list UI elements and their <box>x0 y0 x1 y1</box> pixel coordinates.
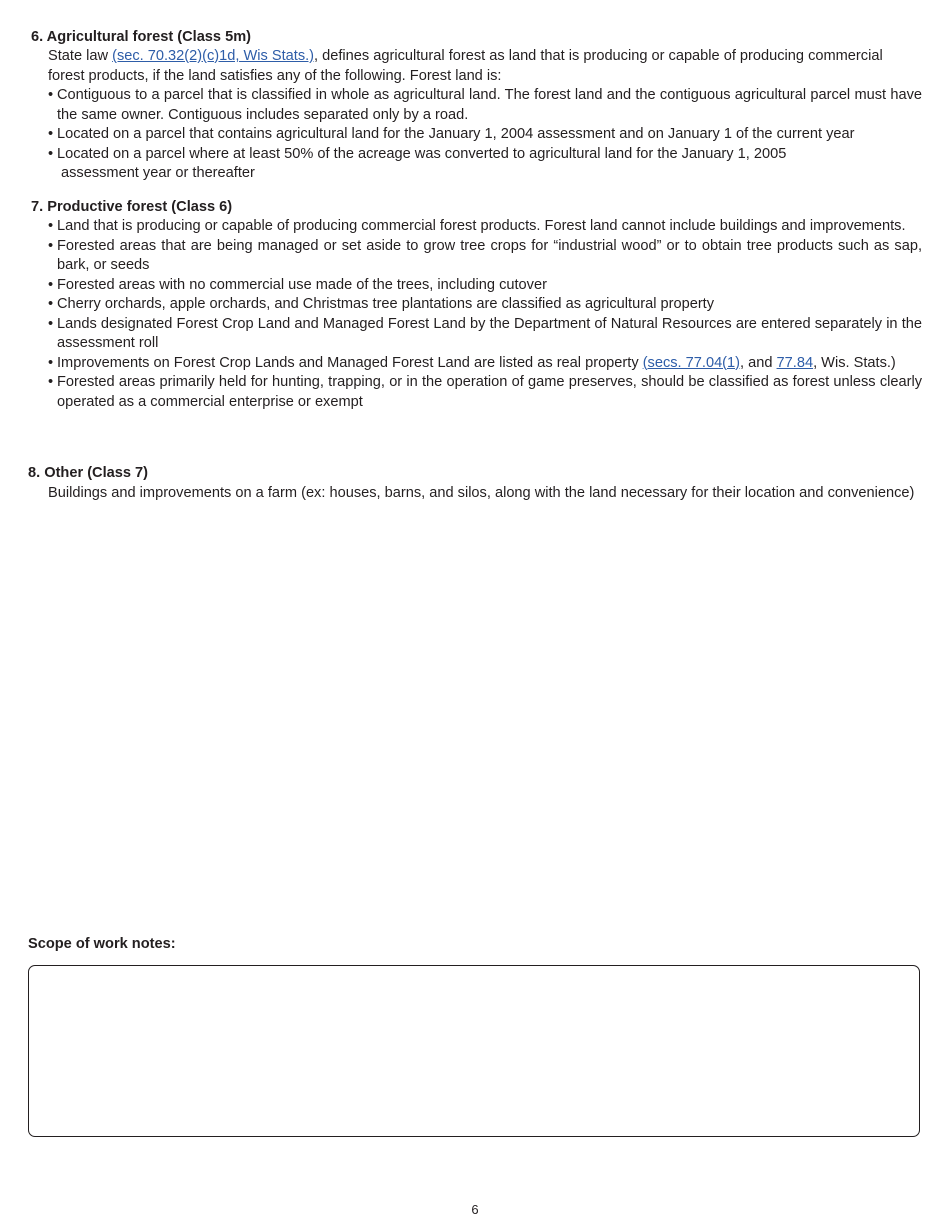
list-item: • Forested areas that are being managed or set aside to grow tree crops for “industrial wood” or to obtain tree products such as sap, bark, or seeds <box>48 237 922 273</box>
section-6-intro-prefix: State law <box>48 48 113 64</box>
list-item: • Forested areas with no commercial use made of the trees, including cutover <box>48 276 922 296</box>
list-item: • Forested areas primarily held for hunting, trapping, or in the operation of game preserves, should be classified as forest unless clearly operated as a commercial enterprise or exempt <box>48 374 922 410</box>
bullet-icon: • <box>48 296 54 312</box>
section-6-heading: 6. Agricultural forest (Class 5m) <box>31 29 252 45</box>
bullet-icon: • <box>48 276 54 293</box>
section-8-text: Buildings and improvements on a farm (ex: houses, barns, and silos, along with the land necessary for their location and convenience) <box>48 485 915 501</box>
bullet-icon: • <box>48 218 54 234</box>
page-number: 6 <box>471 1202 479 1217</box>
bullet-icon: • <box>48 87 54 103</box>
bullet-icon: • <box>48 354 54 371</box>
section-8-heading: 8. Other (Class 7) <box>28 465 149 481</box>
bullet-icon: • <box>48 145 54 162</box>
section-6-intro <box>48 47 922 86</box>
sec-77-84-link[interactable]: 77.84 <box>776 354 814 371</box>
section-6-list <box>48 86 922 184</box>
bullet-icon: • <box>48 237 54 254</box>
secs-77-04-link[interactable]: (secs. 77.04(1) <box>642 354 741 371</box>
list-item: • Contiguous to a parcel that is classified in whole as agricultural land. The forest land and the contiguous agricultural parcel must have the same owner. Contiguous includes separated only by a road. <box>48 87 922 123</box>
sec-70-32-link[interactable]: (sec. 70.32(2)(c)1d, Wis Stats.) <box>112 48 315 64</box>
list-item: • Lands designated Forest Crop Land and Managed Forest Land by the Department of Natural Resources are entered separately in the assessment roll <box>48 315 922 351</box>
section-6-intro-suffix: , defines agricultural forest as land that is producing or capable of producing commercial forest products, if the land satisfies any of the following. Forest land is: <box>48 48 883 84</box>
scope-of-work-label: Scope of work notes: <box>28 936 176 952</box>
bullet-icon: • <box>48 126 54 142</box>
list-item: • Located on a parcel where at least 50% of the acreage was converted to agricultural land for the January 1, 2005 assessment year or thereafter <box>48 145 787 181</box>
bullet-icon: • <box>48 374 54 390</box>
bullet-icon: • <box>48 315 54 332</box>
section-7-list <box>48 217 922 412</box>
list-item: • Land that is producing or capable of producing commercial forest products. Forest land cannot include buildings and improvements. <box>48 217 922 237</box>
scope-of-work-notes-field[interactable] <box>28 965 920 1137</box>
list-item: • Located on a parcel that contains agricultural land for the January 1, 2004 assessment and on January 1 of the current year <box>48 125 922 145</box>
list-item: • Cherry orchards, apple orchards, and Christmas tree plantations are classified as agricultural property <box>48 295 922 315</box>
list-item: • Improvements on Forest Crop Lands and Managed Forest Land are listed as real property (secs. 77.04(1), and 77.84, Wis. Stats.) <box>48 354 922 374</box>
section-7-heading: 7. Productive forest (Class 6) <box>31 199 233 215</box>
